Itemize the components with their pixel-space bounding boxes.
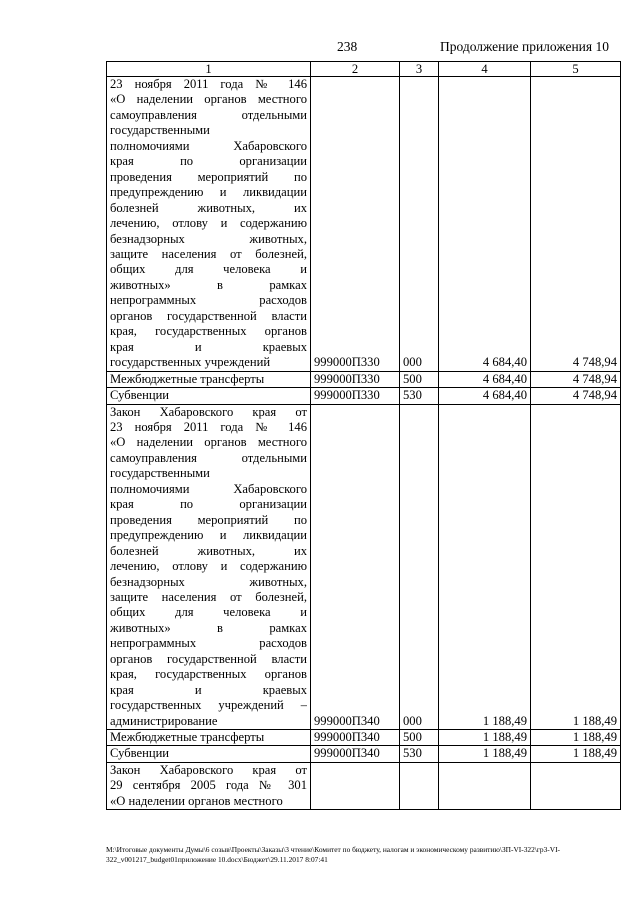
table-row [107, 746, 621, 762]
row-name-line: 23 ноября 2011 года № 146 [110, 77, 307, 91]
row-type-cell: 530 [400, 388, 439, 404]
row-name-line: органов государственной власти [110, 651, 307, 666]
row-sum1-cell: 1 188,49 [439, 730, 531, 746]
column-number: 4 [439, 62, 531, 77]
row-code-cell: 999000П330 [311, 371, 400, 387]
row-name-line: органов государственной власти [110, 308, 307, 323]
row-sum1-cell: 4 684,40 [439, 371, 531, 387]
row-name-cell [107, 404, 311, 730]
row-name-line: безнадзорных животных, [110, 231, 307, 246]
row-name-line: животных» в рамках [110, 277, 307, 292]
row-name-line: края и краевых [110, 339, 307, 354]
row-name-line: 29 сентября 2005 года № 301 [110, 778, 307, 793]
row-name-line: администрирование [110, 713, 218, 728]
row-name-line: государственных учреждений – [110, 698, 307, 713]
row-name-line: общих для человека и [110, 605, 307, 620]
column-number: 1 [107, 62, 311, 77]
row-name-line: животных» в рамках [110, 620, 307, 635]
row-name-line: края, государственных органов [110, 667, 307, 682]
row-sum2-cell: 1 188,49 [531, 404, 621, 730]
row-name-line: проведения мероприятий по [110, 512, 307, 527]
row-code-cell: 999000П340 [311, 404, 400, 730]
row-code-cell: 999000П330 [311, 77, 400, 372]
row-name-cell [107, 762, 311, 809]
row-type-cell [400, 762, 439, 809]
row-name-line: полномочиями Хабаровского [110, 481, 307, 496]
row-name-line: защите населения от болезней, [110, 246, 307, 261]
row-sum2-cell: 4 748,94 [531, 371, 621, 387]
row-name-line: Межбюджетные трансферты [110, 730, 265, 745]
row-type-cell: 500 [400, 371, 439, 387]
row-name-line: Субвенции [110, 746, 170, 761]
row-name-line: болезней животных, их [110, 200, 307, 215]
row-name-line: края по организации [110, 154, 307, 169]
row-name-cell [107, 388, 311, 404]
row-code-cell: 999000П340 [311, 746, 400, 762]
row-code-cell [311, 762, 400, 809]
table-row [107, 388, 621, 404]
row-sum2-cell: 4 748,94 [531, 77, 621, 372]
row-name-line: самоуправления отдельными [110, 107, 307, 122]
table-row [107, 404, 621, 730]
row-code-cell: 999000П340 [311, 730, 400, 746]
row-name-line: Закон Хабаровского края от [110, 404, 307, 419]
table-body [107, 62, 621, 810]
row-type-cell: 530 [400, 746, 439, 762]
row-name-line: государственными [110, 466, 210, 481]
row-name-line: Субвенции [110, 388, 170, 403]
row-name-cell [107, 746, 311, 762]
appendix-title: Продолжение приложения 10 [439, 39, 609, 54]
row-name-line: государственными [110, 123, 210, 138]
table-row [107, 730, 621, 746]
row-name-line: проведения мероприятий по [110, 169, 307, 184]
row-name-line: Межбюджетные трансферты [110, 371, 265, 386]
column-number: 5 [531, 62, 621, 77]
row-sum1-cell: 4 684,40 [439, 388, 531, 404]
row-name-cell [107, 371, 311, 387]
row-name-cell [107, 730, 311, 746]
row-name-line: края и краевых [110, 682, 307, 697]
file-path-footer: M:\Итоговые документы Думы\6 созыв\Проекты\Заказы\3 чтение\Комитет по бюджету, налогам и экономическому развитию\ЗП-VI-322\гр3-VI-322_v001217_budget01приложение 10.docx\Бюджет\29.11.2017 8:07:41 [106, 845, 560, 864]
row-name-line: непрограммных расходов [110, 636, 307, 651]
table-row [107, 371, 621, 387]
row-name-line: «О наделении органов местного [110, 435, 307, 450]
row-type-cell: 000 [400, 77, 439, 372]
row-sum1-cell [439, 762, 531, 809]
row-name-line: самоуправления отдельными [110, 450, 307, 465]
row-name-line: лечению, отлову и содержанию [110, 559, 307, 574]
row-name-line: безнадзорных животных, [110, 574, 307, 589]
table-row [107, 762, 621, 809]
row-name-line: «О наделении органов местного [110, 793, 283, 808]
column-number-row [107, 62, 621, 77]
row-name-line: Закон Хабаровского края от [110, 762, 307, 777]
row-sum2-cell: 1 188,49 [531, 746, 621, 762]
row-sum2-cell: 4 748,94 [531, 388, 621, 404]
column-number: 2 [311, 62, 400, 77]
row-sum2-cell [531, 762, 621, 809]
row-sum2-cell: 1 188,49 [531, 730, 621, 746]
row-name-line: лечению, отлову и содержанию [110, 216, 307, 231]
row-name-cell [107, 77, 311, 372]
row-sum1-cell: 1 188,49 [439, 404, 531, 730]
budget-table [106, 61, 621, 810]
row-name-line: общих для человека и [110, 262, 307, 277]
row-type-cell: 000 [400, 404, 439, 730]
row-name-line: края, государственных органов [110, 324, 307, 339]
row-type-cell: 500 [400, 730, 439, 746]
row-name-line: защите населения от болезней, [110, 589, 307, 604]
row-name-line: предупреждению и ликвидации [110, 185, 307, 200]
row-code-cell: 999000П330 [311, 388, 400, 404]
row-name-line: «О наделении органов местного [110, 92, 307, 107]
row-name-line: непрограммных расходов [110, 293, 307, 308]
row-sum1-cell: 1 188,49 [439, 746, 531, 762]
table-row [107, 77, 621, 372]
row-name-line: края по организации [110, 497, 307, 512]
row-name-line: предупреждению и ликвидации [110, 528, 307, 543]
column-number: 3 [400, 62, 439, 77]
row-name-line: болезней животных, их [110, 543, 307, 558]
row-name-line: полномочиями Хабаровского [110, 138, 307, 153]
page-number: 238 [337, 39, 358, 54]
row-name-line: государственных учреждений [110, 355, 271, 370]
row-name-line: 23 ноября 2011 года № 146 [110, 419, 307, 434]
page-header [0, 39, 640, 57]
row-sum1-cell: 4 684,40 [439, 77, 531, 372]
